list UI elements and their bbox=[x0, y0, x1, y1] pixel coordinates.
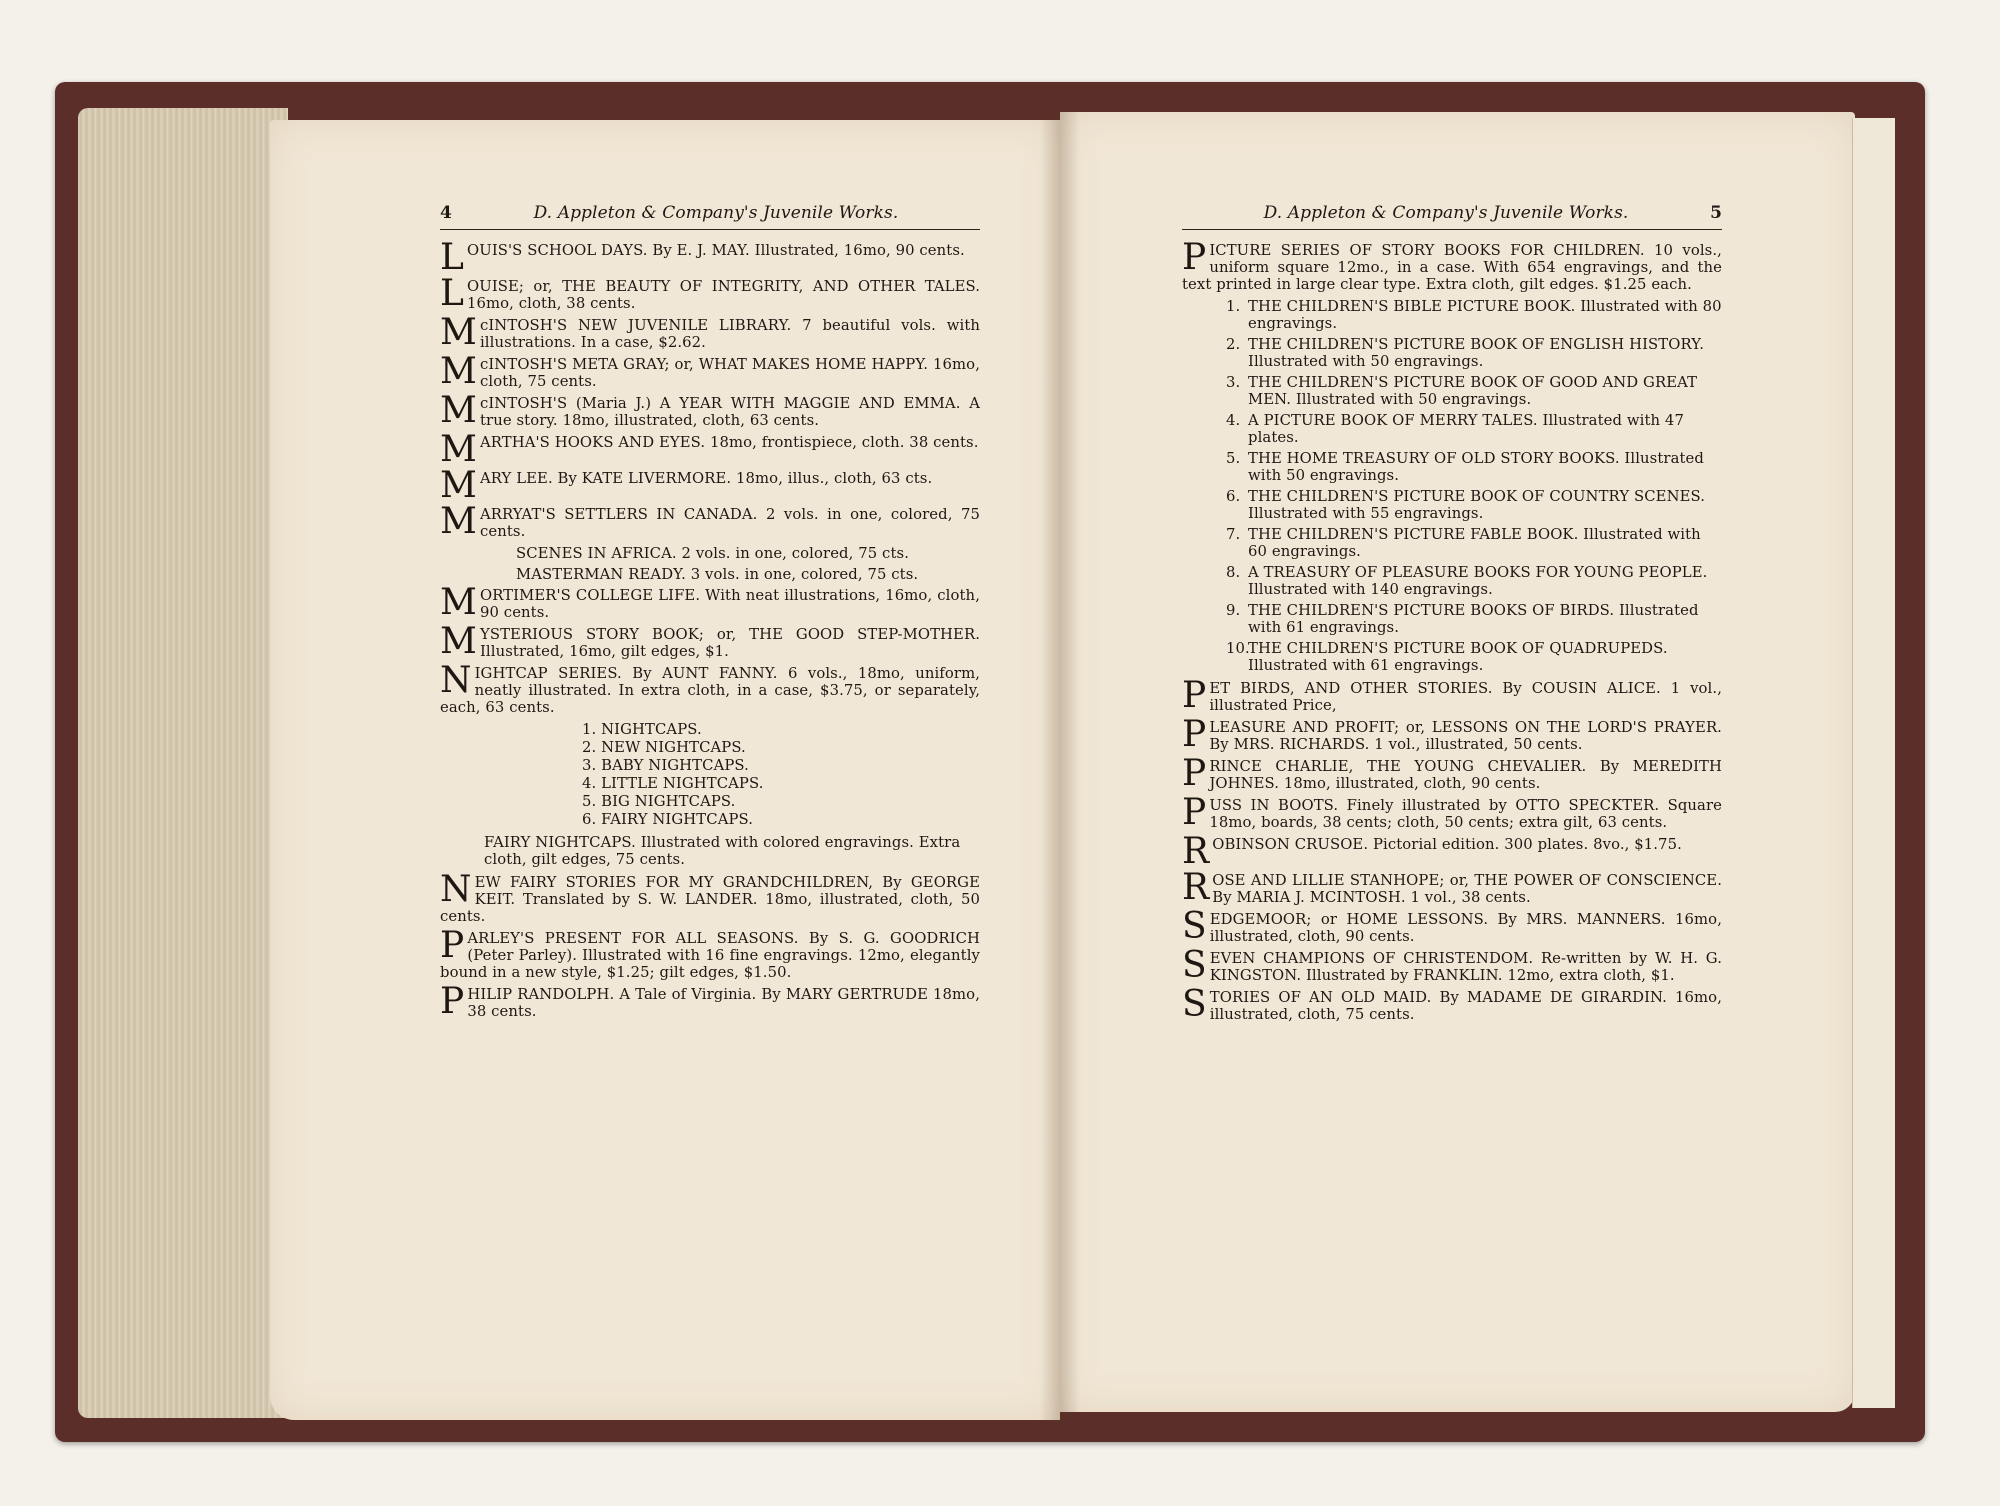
entry-text: EDGEMOOR; or HOME LESSONS. By MRS. MANNERS. 16mo, illustrated, cloth, 90 cents. bbox=[1209, 911, 1722, 945]
book-gutter bbox=[1040, 112, 1080, 1422]
item-text: THE CHILDREN'S PICTURE BOOK OF COUNTRY SCENES. Illustrated with 55 engravings. bbox=[1248, 488, 1706, 522]
entry-text: ICTURE SERIES OF STORY BOOKS FOR CHILDREN. 10 vols., uniform square 12mo., in a case. With 654 engravings, and the text printed in large clear type. Extra cloth, gilt edges. $1.25 each. bbox=[1182, 242, 1722, 293]
drop-initial: R bbox=[1182, 867, 1210, 908]
sub-entry: FAIRY NIGHTCAPS. Illustrated with colored engravings. Extra cloth, gilt edges, 75 cents. bbox=[484, 834, 961, 868]
catalog-entry bbox=[440, 465, 980, 506]
picture-series-list bbox=[1182, 298, 1722, 674]
entry-text: ORTIMER'S COLLEGE LIFE. With neat illustrations, 16mo, cloth, 90 cents. bbox=[479, 587, 980, 621]
catalog-entry bbox=[440, 582, 980, 623]
catalog-entry bbox=[440, 981, 980, 1022]
entry-text: LEASURE AND PROFIT; or, LESSONS ON THE LORD'S PRAYER. By MRS. RICHARDS. 1 vol., illustrated, 50 cents. bbox=[1209, 719, 1722, 753]
right-page-number: 5 bbox=[1710, 203, 1722, 223]
item-text: THE CHILDREN'S BIBLE PICTURE BOOK. Illustrated with 80 engravings. bbox=[1248, 298, 1722, 332]
item-text: THE CHILDREN'S PICTURE BOOK OF GOOD AND GREAT MEN. Illustrated with 50 engravings. bbox=[1248, 374, 1698, 408]
drop-initial: L bbox=[440, 273, 465, 314]
entry-text: ARTHA'S HOOKS AND EYES. 18mo, frontispiece, cloth. 38 cents. bbox=[479, 434, 979, 451]
entry-text: IGHTCAP SERIES. By AUNT FANNY. 6 vols., 18mo, uniform, neatly illustrated. In extra cloth, in a case, $3.75, or separately, each, 63 cents. bbox=[440, 665, 980, 716]
item-number: 1. bbox=[1226, 298, 1241, 315]
catalog-entry bbox=[440, 351, 980, 392]
catalog-entry bbox=[1182, 906, 1722, 947]
drop-initial: S bbox=[1182, 984, 1207, 1025]
list-item bbox=[1226, 488, 1722, 522]
list-item bbox=[1226, 298, 1722, 332]
catalog-entry bbox=[1182, 984, 1722, 1025]
item-text: THE CHILDREN'S PICTURE BOOKS OF BIRDS. Illustrated with 61 engravings. bbox=[1248, 602, 1699, 636]
item-text: A PICTURE BOOK OF MERRY TALES. Illustrated with 47 plates. bbox=[1248, 412, 1684, 446]
endpaper-edge bbox=[1852, 118, 1895, 1408]
catalog-entry bbox=[1182, 237, 1722, 293]
entry-text: cINTOSH'S META GRAY; or, WHAT MAKES HOME HAPPY. 16mo, cloth, 75 cents. bbox=[479, 356, 980, 390]
drop-initial: N bbox=[440, 869, 472, 910]
item-text: A TREASURY OF PLEASURE BOOKS FOR YOUNG PEOPLE. Illustrated with 140 engravings. bbox=[1248, 564, 1708, 598]
entry-text: TORIES OF AN OLD MAID. By MADAME DE GIRARDIN. 16mo, illustrated, cloth, 75 cents. bbox=[1209, 989, 1722, 1023]
item-number: 10. bbox=[1226, 640, 1250, 657]
entry-text: HILIP RANDOLPH. A Tale of Virginia. By MARY GERTRUDE 18mo, 38 cents. bbox=[467, 986, 980, 1020]
drop-initial: P bbox=[1182, 714, 1207, 755]
drop-initial: S bbox=[1182, 945, 1207, 986]
entry-text: OUIS'S SCHOOL DAYS. By E. J. MAY. Illustrated, 16mo, 90 cents. bbox=[467, 242, 965, 259]
entry-text: RINCE CHARLIE, THE YOUNG CHEVALIER. By MEREDITH JOHNES. 18mo, illustrated, cloth, 90 cents. bbox=[1209, 758, 1722, 792]
catalog-entry bbox=[1182, 867, 1722, 908]
catalog-entry bbox=[440, 925, 980, 981]
left-page-header: D. Appleton & Company's Juvenile Works. bbox=[533, 203, 899, 223]
drop-initial: P bbox=[1182, 792, 1207, 833]
catalog-entry bbox=[1182, 714, 1722, 755]
drop-initial: M bbox=[440, 582, 477, 623]
list-item: 5. BIG NIGHTCAPS. bbox=[582, 793, 736, 810]
catalog-entry bbox=[440, 312, 980, 353]
item-text: THE HOME TREASURY OF OLD STORY BOOKS. Illustrated with 50 engravings. bbox=[1248, 450, 1704, 484]
item-text: THE CHILDREN'S PICTURE BOOK OF QUADRUPEDS. Illustrated with 61 engravings. bbox=[1248, 640, 1668, 674]
drop-initial: M bbox=[440, 465, 477, 506]
catalog-entry bbox=[440, 429, 980, 470]
drop-initial: S bbox=[1182, 906, 1207, 947]
item-number: 6. bbox=[1226, 488, 1241, 505]
entry-text: cINTOSH'S NEW JUVENILE LIBRARY. 7 beautiful vols. with illustrations. In a case, $2.62. bbox=[479, 317, 980, 351]
catalog-entry bbox=[1182, 945, 1722, 986]
entry-text: OSE AND LILLIE STANHOPE; or, THE POWER OF CONSCIENCE. By MARIA J. MCINTOSH. 1 vol., 38 cents. bbox=[1212, 872, 1722, 906]
sub-entry: SCENES IN AFRICA. 2 vols. in one, colored, 75 cts. bbox=[516, 545, 909, 562]
catalog-entry bbox=[1182, 792, 1722, 833]
item-text: THE CHILDREN'S PICTURE BOOK OF ENGLISH HISTORY. Illustrated with 50 engravings. bbox=[1248, 336, 1705, 370]
drop-initial: P bbox=[1182, 753, 1207, 794]
list-item: 3. BABY NIGHTCAPS. bbox=[582, 757, 749, 774]
catalog-entry bbox=[1182, 753, 1722, 794]
entry-text: ARY LEE. By KATE LIVERMORE. 18mo, illus., cloth, 63 cts. bbox=[479, 470, 933, 487]
list-item bbox=[1226, 450, 1722, 484]
entry-text: OBINSON CRUSOE. Pictorial edition. 300 plates. 8vo., $1.75. bbox=[1212, 836, 1682, 853]
list-item: 1. NIGHTCAPS. bbox=[582, 721, 702, 738]
item-number: 2. bbox=[1226, 336, 1241, 353]
catalog-entry bbox=[440, 390, 980, 431]
entry-text: USS IN BOOTS. Finely illustrated by OTTO SPECKTER. Square 18mo, boards, 38 cents; cloth, 50 cents; extra gilt, 63 cents. bbox=[1209, 797, 1722, 831]
entry-text: ARLEY'S PRESENT FOR ALL SEASONS. By S. G. GOODRICH (Peter Parley). Illustrated with 16 fine engravings. 12mo, elegantly bound in a new style, $1.25; gilt edges, $1.50. bbox=[440, 930, 980, 981]
catalog-entry bbox=[440, 501, 980, 542]
drop-initial: P bbox=[1182, 237, 1207, 278]
nightcaps-list bbox=[440, 721, 980, 828]
catalog-entry bbox=[440, 621, 980, 662]
entry-text: OUISE; or, THE BEAUTY OF INTEGRITY, AND OTHER TALES. 16mo, cloth, 38 cents. bbox=[467, 278, 980, 312]
list-item: 6. FAIRY NIGHTCAPS. bbox=[582, 811, 754, 828]
item-number: 4. bbox=[1226, 412, 1241, 429]
page-stack bbox=[78, 108, 288, 1418]
catalog-entry bbox=[1182, 675, 1722, 716]
catalog-entry bbox=[440, 273, 980, 314]
list-item bbox=[1226, 526, 1722, 560]
drop-initial: M bbox=[440, 351, 477, 392]
catalog-entry bbox=[440, 237, 980, 278]
list-item bbox=[1226, 412, 1722, 446]
entry-text: ET BIRDS, AND OTHER STORIES. By COUSIN ALICE. 1 vol., illustrated Price, bbox=[1209, 680, 1722, 714]
catalog-entry bbox=[440, 660, 980, 716]
sub-entry: MASTERMAN READY. 3 vols. in one, colored, 75 cts. bbox=[516, 566, 919, 583]
entry-text: YSTERIOUS STORY BOOK; or, THE GOOD STEP-MOTHER. Illustrated, 16mo, gilt edges, $1. bbox=[479, 626, 980, 660]
drop-initial: R bbox=[1182, 831, 1210, 872]
entry-text: EVEN CHAMPIONS OF CHRISTENDOM. Re-written by W. H. G. KINGSTON. Illustrated by FRANKLIN. 12mo, extra cloth, $1. bbox=[1209, 950, 1722, 984]
left-page-number: 4 bbox=[440, 203, 452, 223]
drop-initial: P bbox=[440, 925, 465, 966]
left-page-content bbox=[440, 205, 980, 1025]
drop-initial: M bbox=[440, 390, 477, 431]
list-item bbox=[1226, 374, 1722, 408]
catalog-entry bbox=[1182, 831, 1722, 872]
left-running-head bbox=[440, 205, 980, 230]
list-item bbox=[1226, 602, 1722, 636]
item-number: 8. bbox=[1226, 564, 1241, 581]
list-item: 2. NEW NIGHTCAPS. bbox=[582, 739, 746, 756]
item-text: THE CHILDREN'S PICTURE FABLE BOOK. Illustrated with 60 engravings. bbox=[1248, 526, 1701, 560]
drop-initial: P bbox=[440, 981, 465, 1022]
item-number: 3. bbox=[1226, 374, 1241, 391]
entry-text: cINTOSH'S (Maria J.) A YEAR WITH MAGGIE AND EMMA. A true story. 18mo, illustrated, cloth, 63 cents. bbox=[479, 395, 980, 429]
list-item bbox=[1226, 336, 1722, 370]
list-item: 4. LITTLE NIGHTCAPS. bbox=[582, 775, 764, 792]
entry-text: EW FAIRY STORIES FOR MY GRANDCHILDREN, By GEORGE KEIT. Translated by S. W. LANDER. 18mo, illustrated, cloth, 50 cents. bbox=[440, 874, 980, 925]
drop-initial: M bbox=[440, 312, 477, 353]
item-number: 5. bbox=[1226, 450, 1241, 467]
right-running-head bbox=[1182, 205, 1722, 230]
drop-initial: M bbox=[440, 429, 477, 470]
entry-text: ARRYAT'S SETTLERS IN CANADA. 2 vols. in one, colored, 75 cents. bbox=[479, 506, 980, 540]
drop-initial: M bbox=[440, 621, 477, 662]
right-page-header: D. Appleton & Company's Juvenile Works. bbox=[1263, 203, 1629, 223]
drop-initial: N bbox=[440, 660, 472, 701]
drop-initial: P bbox=[1182, 675, 1207, 716]
drop-initial: L bbox=[440, 237, 465, 278]
list-item bbox=[1226, 564, 1722, 598]
item-number: 7. bbox=[1226, 526, 1241, 543]
catalog-entry bbox=[440, 869, 980, 925]
right-page-content bbox=[1182, 205, 1722, 1028]
item-number: 9. bbox=[1226, 602, 1241, 619]
list-item bbox=[1226, 640, 1722, 674]
drop-initial: M bbox=[440, 501, 477, 542]
